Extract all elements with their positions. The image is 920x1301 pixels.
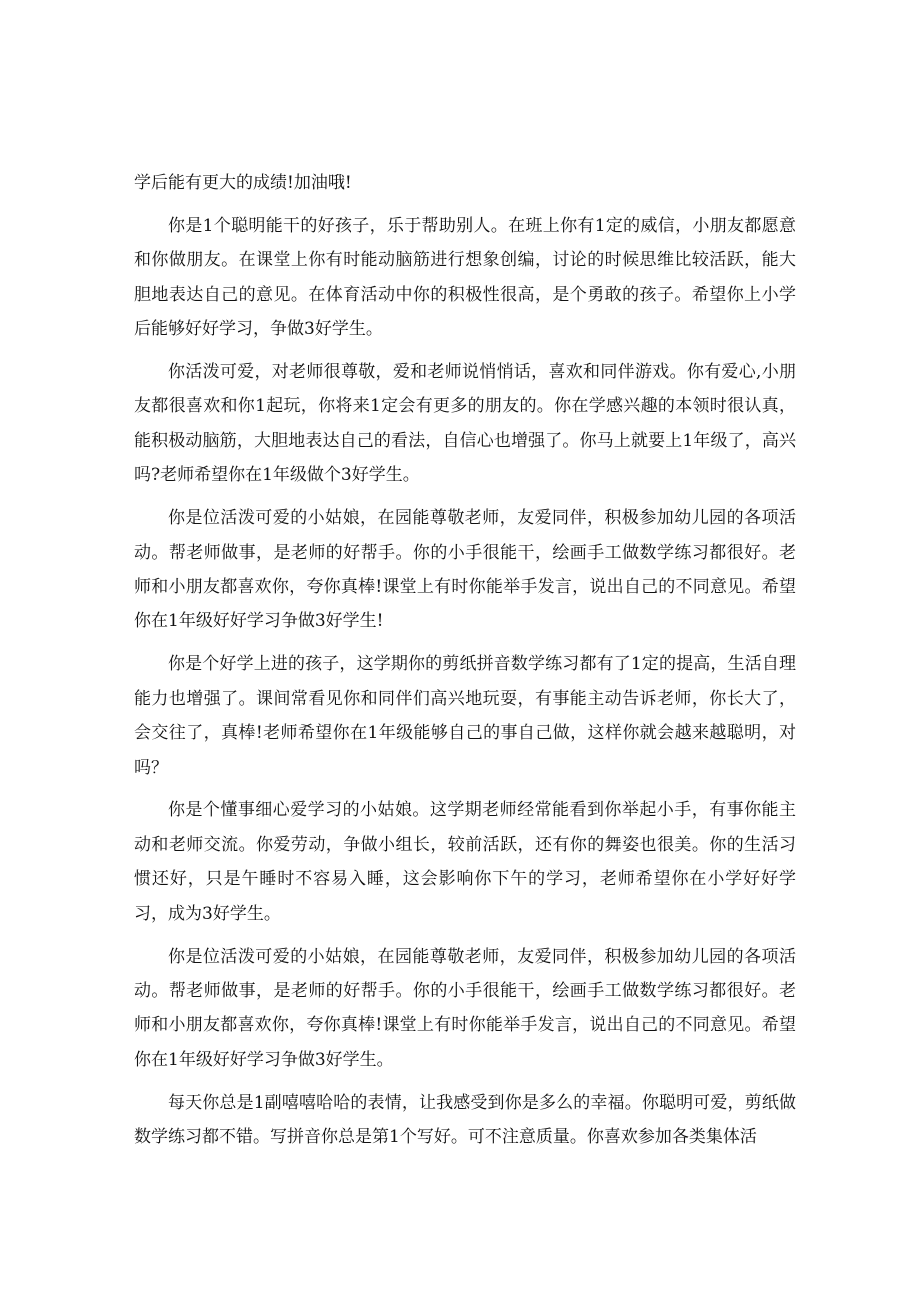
- paragraph: 每天你总是1副嘻嘻哈哈的表情，让我感受到你是多么的幸福。你聪明可爱，剪纸做数学练习都不错。写拼音你总是第1个写好。可不注意质量。你喜欢参加各类集体活: [134, 1092, 796, 1148]
- paragraph: 你是1个聪明能干的好孩子，乐于帮助别人。在班上你有1定的威信，小朋友都愿意和你做朋友。在课堂上你有时能动脑筋进行想象创编，讨论的时候思维比较活跃，能大胆地表达自己的意见。在体育活动中你的积极性很高，是个勇敢的孩子。希望你上小学后能够好好学习，争做3好学生。: [134, 215, 796, 340]
- paragraph: 你是位活泼可爱的小姑娘，在园能尊敬老师，友爱同伴，积极参加幼儿园的各项活动。帮老师做事，是老师的好帮手。你的小手很能干，绘画手工做数学练习都很好。老师和小朋友都喜欢你，夸你真棒!课堂上有时你能举手发言，说出自己的不同意见。希望你在1年级好好学习争做3好学生。: [134, 946, 796, 1070]
- paragraph: 学后能有更大的成绩!加油哦!: [134, 173, 352, 193]
- document-body: [134, 166, 796, 1163]
- paragraph: 你是位活泼可爱的小姑娘，在园能尊敬老师，友爱同伴，积极参加幼儿园的各项活动。帮老师做事，是老师的好帮手。你的小手很能干，绘画手工做数学练习都很好。老师和小朋友都喜欢你，夸你真棒!课堂上有时你能举手发言，说出自己的不同意见。希望你在1年级好好学习争做3好学生!: [134, 508, 796, 632]
- paragraph: 你是个好学上进的孩子，这学期你的剪纸拼音数学练习都有了1定的提高，生活自理能力也增强了。课间常看见你和同伴们高兴地玩耍，有事能主动告诉老师，你长大了，会交往了，真棒!老师希望你在1年级能够自己的事自己做，这样你就会越来越聪明，对吗？: [134, 654, 796, 778]
- paragraph: 你活泼可爱，对老师很尊敬，爱和老师说悄悄话，喜欢和同伴游戏。你有爱心,小朋友都很喜欢和你1起玩，你将来1定会有更多的朋友的。你在学感兴趣的本领时很认真，能积极动脑筋，大胆地表达自己的看法，自信心也增强了。你马上就要上1年级了，高兴吗?老师希望你在1年级做个3好学生。: [134, 362, 796, 486]
- paragraph: 你是个懂事细心爱学习的小姑娘。这学期老师经常能看到你举起小手，有事你能主动和老师交流。你爱劳动，争做小组长，较前活跃，还有你的舞姿也很美。你的生活习惯还好，只是午睡时不容易入睡，这会影响你下午的学习，老师希望你在小学好好学习，成为3好学生。: [134, 800, 796, 924]
